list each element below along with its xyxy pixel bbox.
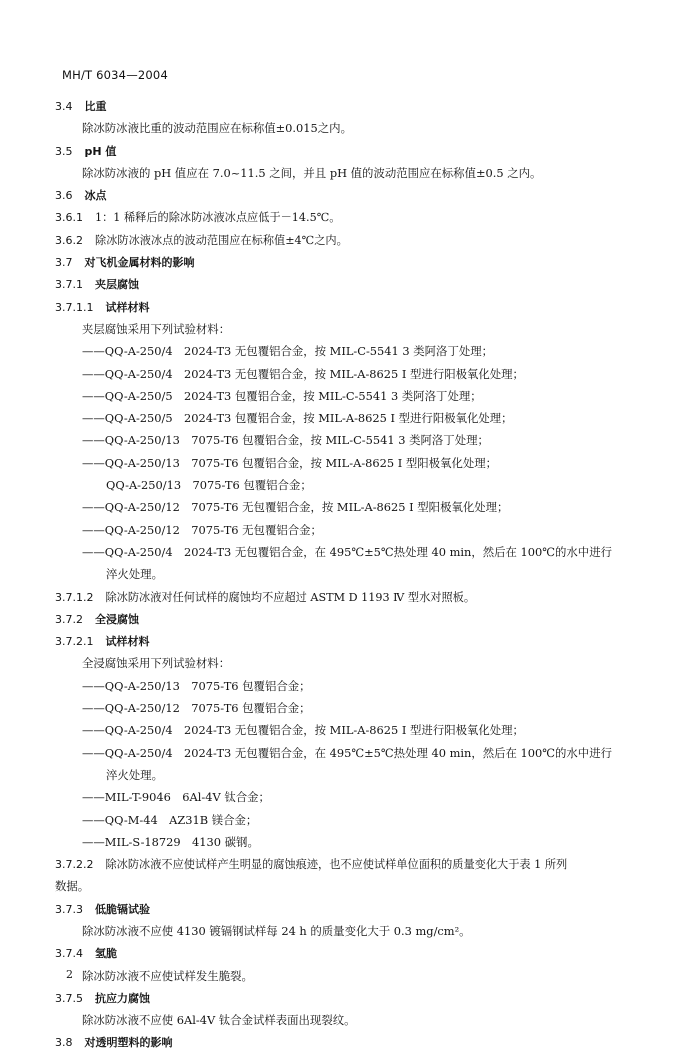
document-body [0, 95, 699, 1054]
paragraph: 除冰防冰液不应使 4130 镀镉钢试样每 24 h 的质量变化大于 0.3 mg/cm²。 [82, 923, 471, 938]
clause-3-7-2-2 [0, 853, 699, 875]
heading-3-4 [0, 95, 699, 117]
list-item: ——QQ-A-250/12 7075-T6 无包覆铝合金； [82, 522, 322, 537]
list-item: ——QQ-A-250/12 7075-T6 包覆铝合金； [82, 701, 311, 716]
heading-3-7-2 [0, 608, 699, 630]
section-number: 3.7.1 [55, 278, 83, 292]
paragraph: 除冰防冰液比重的波动范围应在标称值±0.015之内。 [82, 121, 352, 136]
section-number: 3.6.2 [55, 233, 83, 247]
section-number: 3.7.4 [55, 947, 83, 961]
section-number: 3.8 [55, 1036, 73, 1050]
list-item: ——MIL-S-18729 4130 碳钢。 [82, 834, 259, 849]
section-number: 3.7.2 [55, 612, 83, 626]
heading-3-7-5 [0, 987, 699, 1009]
heading-3-6 [0, 184, 699, 206]
section-title: pH 值 [84, 144, 117, 158]
heading-3-7-3 [0, 898, 699, 920]
section-number: 3.7.3 [55, 902, 83, 916]
section-number: 3.7 [55, 256, 73, 270]
section-title: 冰点 [84, 189, 107, 203]
list-item: ——QQ-A-250/5 2024-T3 包覆铝合金，按 MIL-C-5541 3 类阿洛丁处理； [82, 388, 482, 403]
section-title: 夹层腐蚀 [95, 278, 139, 292]
section-number: 3.7.2.1 [55, 635, 94, 649]
section-title: 比重 [84, 100, 107, 113]
heading-3-7-1 [0, 273, 699, 295]
list-item: ——QQ-A-250/4 2024-T3 无包覆铝合金，按 MIL-A-8625 Ⅰ 型进行阳极氧化处理； [82, 366, 524, 381]
list-item: ——QQ-A-250/12 7075-T6 无包覆铝合金，按 MIL-A-8625 Ⅰ 型阳极氧化处理； [82, 500, 509, 515]
heading-3-5 [0, 140, 699, 162]
paragraph: 除冰防冰液的 pH 值应在 7.0~11.5 之间，并且 pH 值的波动范围应在标称值±0.5 之内。 [82, 165, 542, 180]
section-title: 氢脆 [95, 947, 117, 961]
clause-text: 除冰防冰液对任何试样的腐蚀均不应超过 ASTM D 1193 Ⅳ 型水对照板。 [105, 590, 476, 604]
list-intro: 全浸腐蚀采用下列试验材料： [82, 656, 231, 671]
section-number: 3.7.5 [55, 991, 83, 1005]
heading-3-7-1-1 [0, 296, 699, 318]
section-title: 试样材料 [105, 300, 150, 314]
section-number: 3.5 [55, 144, 73, 158]
section-title: 试样材料 [105, 635, 150, 649]
page-number: 2 [66, 968, 73, 981]
clause-text: 除冰防冰液不应使试样产生明显的腐蚀痕迹，也不应使试样单位面积的质量变化大于表 1 所列 [105, 858, 568, 872]
heading-3-7 [0, 251, 699, 273]
section-number: 3.7.1.2 [55, 590, 94, 604]
section-title: 对飞机金属材料的影响 [84, 256, 195, 270]
section-number: 3.7.2.2 [55, 858, 94, 872]
heading-3-7-2-1 [0, 630, 699, 652]
list-item: QQ-A-250/13 7075-T6 包覆铝合金； [106, 478, 312, 493]
section-number: 3.4 [55, 100, 73, 113]
list-item: ——QQ-A-250/13 7075-T6 包覆铝合金； [82, 678, 311, 693]
list-item-continuation: 淬火处理。 [106, 767, 163, 782]
clause-3-6-2 [0, 229, 699, 251]
list-item: ——QQ-A-250/13 7075-T6 包覆铝合金，按 MIL-C-5541 3 类阿洛丁处理； [82, 433, 489, 448]
list-item: ——QQ-M-44 AZ31B 镁合金； [82, 812, 258, 827]
list-item: ——MIL-T-9046 6Al-4V 钛合金； [82, 790, 270, 805]
clause-3-6-1 [0, 206, 699, 228]
clause-3-7-1-2 [0, 586, 699, 608]
section-number: 3.6 [55, 189, 73, 203]
list-intro: 夹层腐蚀采用下列试验材料： [82, 321, 231, 336]
section-number: 3.6.1 [55, 211, 83, 225]
section-title: 抗应力腐蚀 [95, 991, 150, 1005]
clause-text: 1：1 稀释后的除冰防冰液冰点应低于－14.5℃。 [95, 211, 341, 225]
paragraph: 除冰防冰液不应使试样发生脆裂。 [82, 968, 253, 983]
list-item: ——QQ-A-250/4 2024-T3 无包覆铝合金，按 MIL-A-8625 Ⅰ 型进行阳极氧化处理； [82, 723, 524, 738]
section-title: 全浸腐蚀 [95, 612, 139, 626]
section-title: 对透明塑料的影响 [84, 1036, 173, 1050]
list-item: ——QQ-A-250/5 2024-T3 包覆铝合金，按 MIL-A-8625 Ⅰ 型进行阳极氧化处理； [82, 411, 513, 426]
list-item: ——QQ-A-250/13 7075-T6 包覆铝合金，按 MIL-A-8625 Ⅰ 型阳极氧化处理； [82, 455, 498, 470]
section-title: 低脆镉试验 [95, 902, 150, 916]
heading-3-7-4 [0, 942, 699, 964]
clause-text: 除冰防冰液冰点的波动范围应在标称值±4℃之内。 [95, 233, 348, 247]
list-item-continuation: 淬火处理。 [106, 567, 163, 582]
section-number: 3.7.1.1 [55, 300, 94, 314]
document-id-header: MH/T 6034—2004 [62, 68, 168, 82]
heading-3-8 [0, 1031, 699, 1053]
list-item: ——QQ-A-250/4 2024-T3 无包覆铝合金，在 495℃±5℃热处理 40 min，然后在 100℃的水中进行 [82, 544, 612, 559]
paragraph: 除冰防冰液不应使 6Al-4V 钛合金试样表面出现裂纹。 [82, 1013, 356, 1028]
list-item: ——QQ-A-250/4 2024-T3 无包覆铝合金，按 MIL-C-5541 3 类阿洛丁处理； [82, 344, 494, 359]
clause-continuation: 数据。 [55, 879, 90, 894]
list-item: ——QQ-A-250/4 2024-T3 无包覆铝合金，在 495℃±5℃热处理 40 min，然后在 100℃的水中进行 [82, 745, 612, 760]
